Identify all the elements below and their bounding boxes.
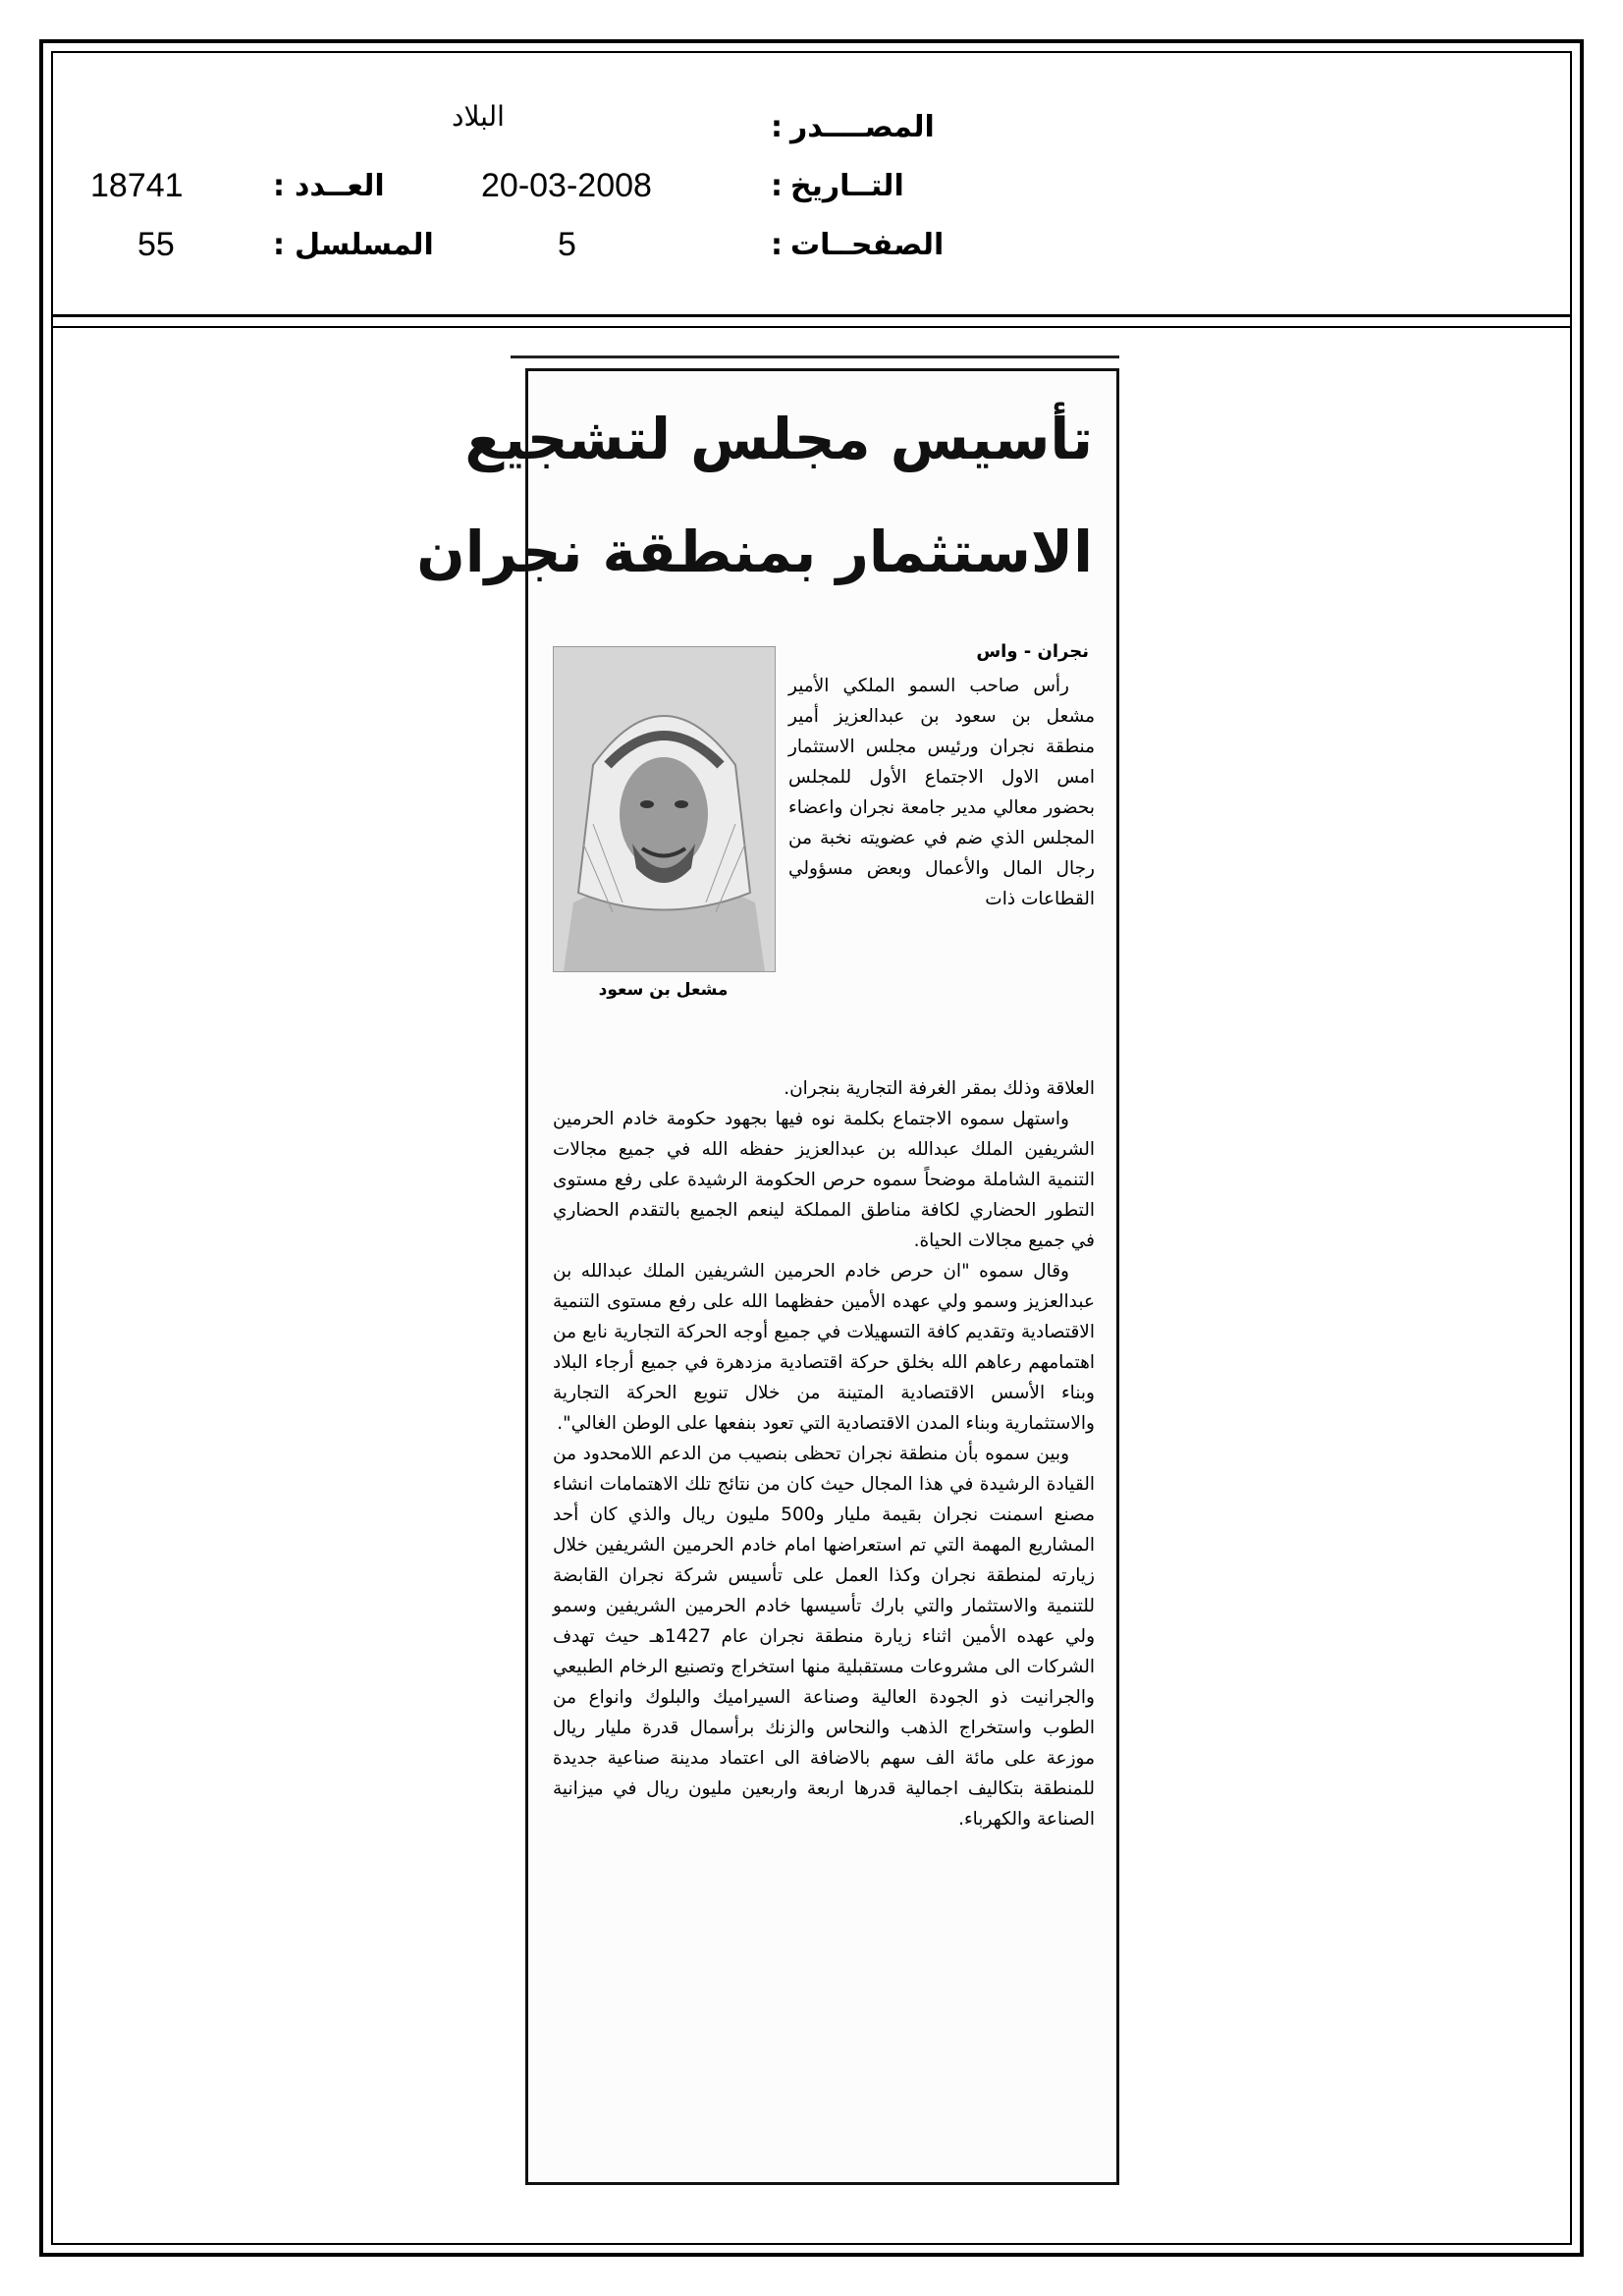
newspaper-clipping: [416, 368, 1119, 2185]
serial-label: المسلسل: [295, 228, 434, 262]
portrait-photo: [553, 646, 776, 972]
serial-colon: :: [273, 228, 285, 262]
header-divider-inner: [51, 326, 1572, 328]
paragraph-2: واستهل سموه الاجتماع بكلمة نوه فيها بجهود حكومة خادم الحرمين الشريفين الملك عبدالله بن عبدالعزيز حفظه الله في جميع مجالات التنمية الشاملة موضحاً سموه حرص الحكومة الرشيدة على رفع مستوى التطور الحضاري لكافة مناطق المملكة لينعم الجميع بالتقدم الحضاري في جميع مجالات الحياة.: [553, 1109, 1095, 1251]
pages-label: الصفحــات: [790, 228, 945, 262]
pages-colon: :: [771, 228, 783, 262]
date-label: التــاريخ: [790, 169, 904, 203]
issue-value: 18741: [90, 167, 184, 204]
date-value: 20-03-2008: [481, 167, 652, 204]
paragraph-4: وبين سموه بأن منطقة نجران تحظى بنصيب من الدعم اللامحدود من القيادة الرشيدة في هذا المجال حيث كان من نتائج تلك الاهتمامات انشاء مصنع اسمنت نجران بقيمة مليار و500 مليون ريال والذي كان أحد المشاريع المهمة التي تم استعراضها امام خادم الحرمين الشريفين خلال زيارته لمنطقة نجران وكذا العمل على تأسيس شركة نجران القابضة للتنمية والاستثمار والتي بارك تأسيسها خادم الحرمين الشريفين وسمو ولي عهده الأمين اثناء زيارة منطقة نجران عام 1427هـ حيث تهدف الشركات الى مشروعات مستقبلية منها استخراج وتصنيع الرخام الطبيعي والجرانيت ذو الجودة العالية وصناعة السيراميك والبلوك وانواع من الطوب واستخراج الذهب والنحاس والزنك برأسمال قدرة مليار ريال موزعة على مائة الف سهم بالاضافة الى اعتماد مدينة صناعية جديدة للمنطقة بتكاليف اجمالية قدرها اربعة واربعين مليون ريال في ميزانية الصناعة والكهرباء.: [553, 1444, 1096, 1830]
date-colon: :: [771, 169, 783, 203]
source-value: البلاد: [452, 100, 505, 133]
clipping-top-rule: [511, 355, 1119, 358]
issue-label: العــدد: [295, 169, 385, 203]
photo-caption: مشعل بن سعود: [598, 980, 729, 1000]
article-body: [553, 1073, 1095, 1834]
serial-value: 55: [137, 226, 175, 263]
article-intro: [788, 671, 1095, 914]
source-colon: :: [771, 110, 783, 144]
dateline: نجران - واس: [976, 641, 1089, 662]
source-label: المصــــدر: [790, 110, 935, 144]
header-divider: [51, 314, 1572, 317]
headline-line-1: تأسيس مجلس لتشجيع: [464, 406, 1093, 472]
intro-end-paragraph: العلاقة وذلك بمقر الغرفة التجارية بنجران.: [784, 1078, 1095, 1099]
pages-value: 5: [558, 226, 576, 263]
intro-paragraph: رأس صاحب السمو الملكي الأمير مشعل بن سعود بن عبدالعزيز أمير منطقة نجران ورئيس مجلس الاستثمار امس الاول الاجتماع الأول للمجلس بحضور معالي مدير جامعة نجران واعضاء المجلس الذي ضم في عضويته نخبة من رجال المال والأعمال وبعض مسؤولي القطاعات ذات: [788, 676, 1095, 909]
headline-line-2: الاستثمار بمنطقة نجران: [416, 519, 1093, 585]
issue-colon: :: [273, 169, 285, 203]
paragraph-3: وقال سموه "ان حرص خادم الحرمين الشريفين الملك عبدالله بن عبدالعزيز وسمو ولي عهده الأمين حفظهما الله على رفع مستوى التنمية الاقتصادية وتقديم كافة التسهيلات في جميع أوجه الحركة التجارية نابع من اهتمامهم رعاهم الله بخلق حركة اقتصادية مزدهرة في جميع أرجاء البلاد وبناء الأسس الاقتصادية المتينة من خلال تنويع الحركة التجارية والاستثمارية وبناء المدن الاقتصادية التي تعود بنفعها على الوطن الغالي".: [553, 1261, 1095, 1434]
